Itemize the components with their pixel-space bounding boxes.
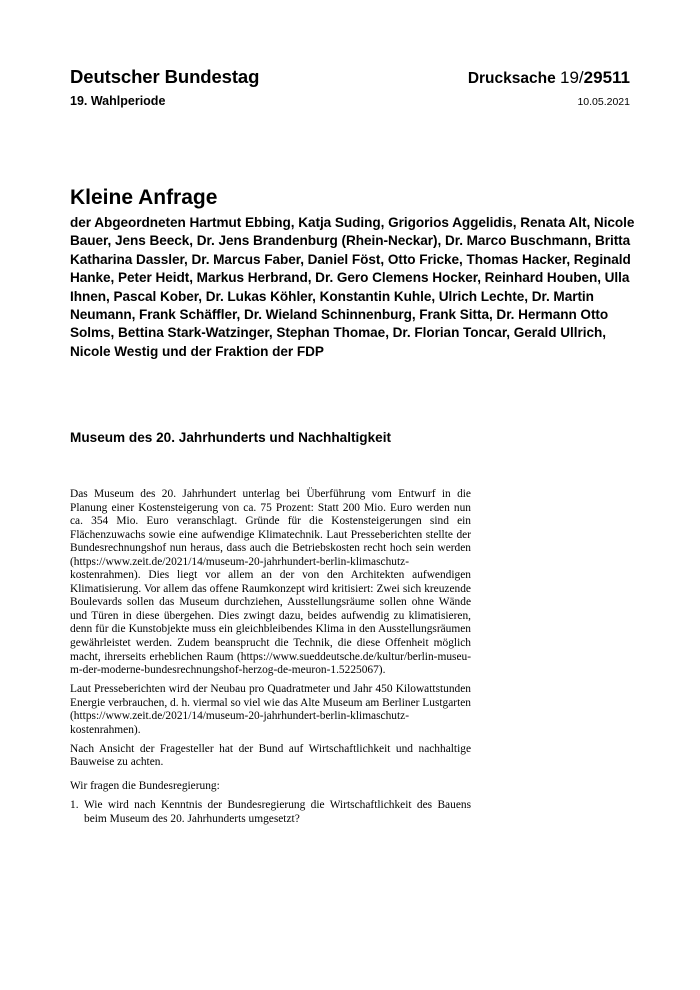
body-paragraph: Das Museum des 20. Jahrhundert unterlag bei Überführung vom Entwurf in die Planung einer Kostensteigerung von ca. 75 Prozent: Statt 200 Mio. Euro werden nun ca. 354 Mio. Euro veranschlagt. Gründe für die Kostensteigerungen sind ein Flächenzuwachs sowie eine aufwendige Klimatechnik. Laut Presseberichten stellte der Bundesrechnungshof nun heraus, dass auch die Betriebskosten recht hoch sein werden (https://www.zeit.de/2021/14/museum-20-jahrhundert-berlin-klimaschutz-kostenrahmen). Dies liegt vor allem an der von den Architekten aufwendigen Klimatisierung. Vor allem das offene Raumkonzept wird kritisiert: Zwei sich kreuzende Boulevards sollen das Museum durchziehen, Ausstellungsräume sollen ohne Wände und Türen in diese übergehen. Dies zwingt dazu, beides aufwendig zu klimatisieren, denn für die Kunstobjekte muss ein gleichbleibendes Klima in den Ausstellungsräumen gewährleistet werden. Zudem beansprucht die Technik, die diese Offenheit möglich macht, ihrerseits erheblichen Raum (https://www.sueddeutsche.de/kultur/berlin-museum-der-moderne-bundesrechnungshof-herzog-de-meuron-1.5225067). [70,488,471,677]
drucksache-label: Drucksache [467,70,561,87]
question-number: 1. [70,799,79,812]
drucksache-period: 19/ [560,68,584,87]
institution-name: Deutscher Bundestag [70,66,260,87]
drucksache-number: 29511 [583,68,630,87]
question-text: Wie wird nach Kenntnis der Bundesregierung die Wirtschaftlichkeit des Bauens beim Museum des 20. Jahrhunderts umgesetzt? [84,799,471,826]
body-paragraph: Laut Presseberichten wird der Neubau pro Quadratmeter und Jahr 450 Kilowattstunden Energie verbrauchen, d. h. viermal so viel wie das Alte Museum am Berliner Lustgarten (https://www.zeit.de/2021/14/museum-20-jahrhundert-berlin-klimaschutz-kostenrahmen). [70,683,471,736]
body-paragraph: Nach Ansicht der Fragesteller hat der Bund auf Wirtschaftlichkeit und nachhaltige Bauweise zu achten. [70,742,471,769]
document-date: 10.05.2021 [577,96,630,108]
question-intro: Wir fragen die Bundesregierung: [70,779,220,792]
question-item [70,799,471,826]
drucksache-reference [468,68,630,88]
wahlperiode: 19. Wahlperiode [70,94,166,108]
document-header [70,66,630,92]
document-type-title: Kleine Anfrage [70,186,218,209]
authors-list: der Abgeordneten Hartmut Ebbing, Katja Suding, Grigorios Aggelidis, Renata Alt, Nicole Bauer, Jens Beeck, Dr. Jens Brandenburg (Rhein-Neckar), Dr. Marco Buschmann, Britta Katharina Dassler, Dr. Marcus Faber, Daniel Föst, Otto Fricke, Thomas Hacker, Reginald Hanke, Peter Heidt, Markus Herbrand, Dr. Gero Clemens Hocker, Reinhard Houben, Ulla Ihnen, Pascal Kober, Dr. Lukas Köhler, Konstantin Kuhle, Ulrich Lechte, Dr. Martin Neumann, Frank Schäffler, Dr. Wieland Schinnenburg, Frank Sitta, Dr. Hermann Otto Solms, Bettina Stark-Watzinger, Stephan Thomae, Dr. Florian Toncar, Gerald Ullrich, Nicole Westig und der Fraktion der FDP [70,215,635,359]
document-body [70,488,471,827]
inquiry-subject: Museum des 20. Jahrhunderts und Nachhaltigkeit [70,430,392,445]
document-subheader [70,94,630,110]
